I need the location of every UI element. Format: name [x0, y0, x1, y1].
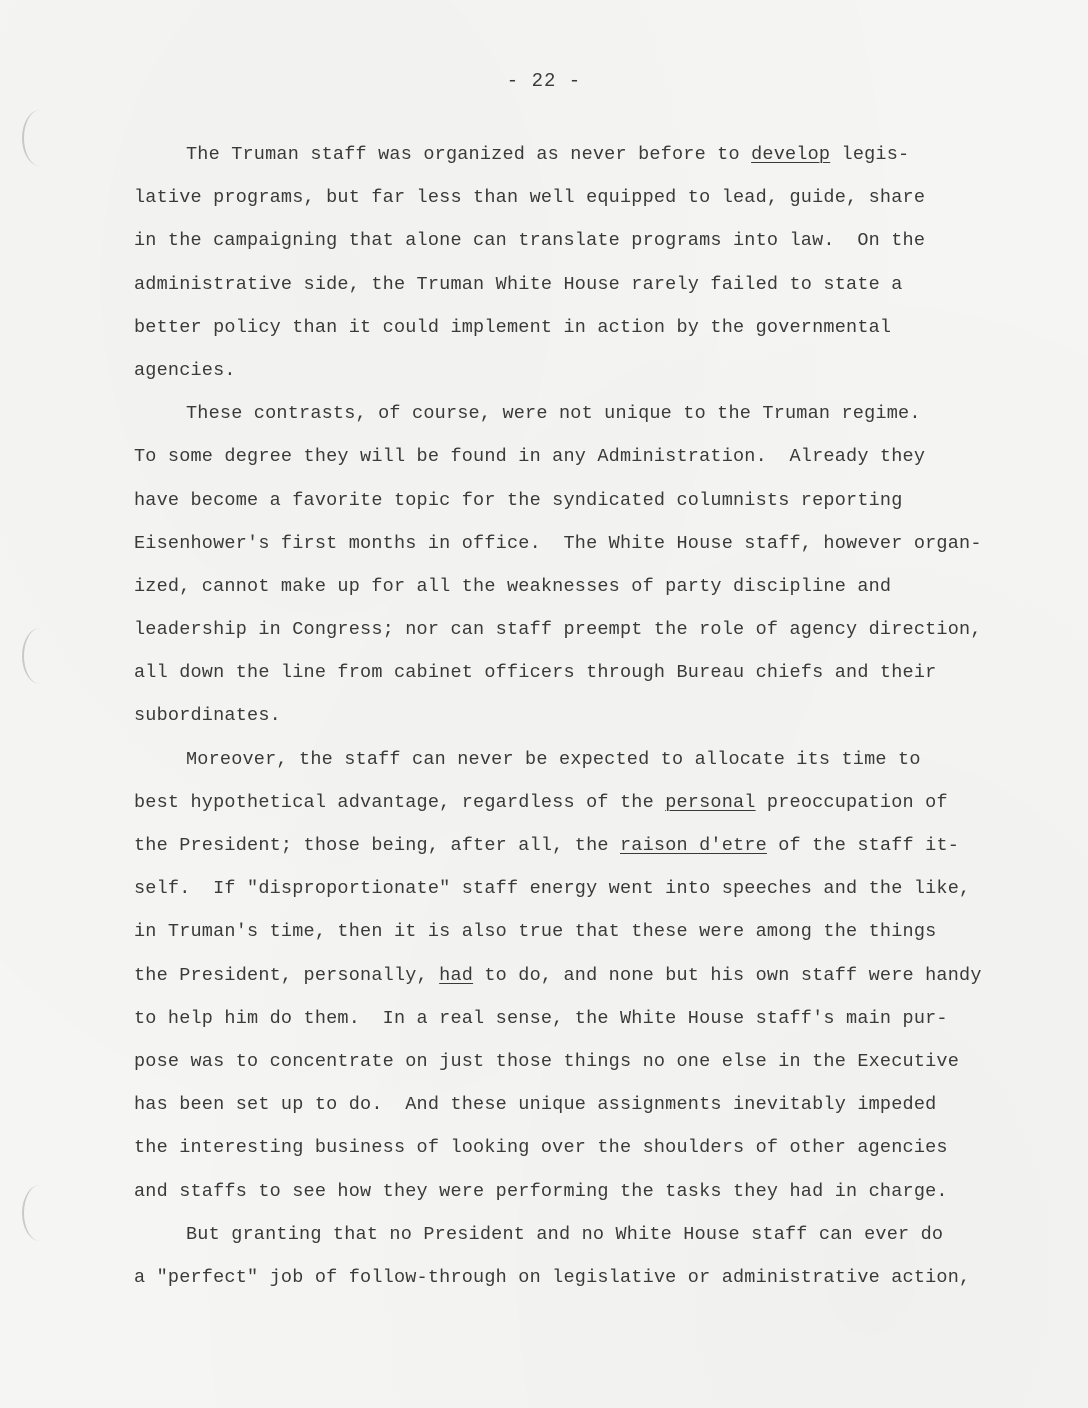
text-line: and staffs to see how they were performing the tasks they had in charge. — [134, 1180, 948, 1202]
text-line: lative programs, but far less than well equipped to lead, guide, share — [134, 187, 926, 209]
page-number: - 22 - — [506, 70, 582, 92]
text-line: Eisenhower's first months in office. The White House staff, however organ- — [134, 532, 982, 554]
text-line: But granting that no President and no White House staff can ever do — [186, 1223, 944, 1245]
text-line: better policy than it could implement in action by the governmental — [134, 316, 892, 338]
text-span: the President, personally, — [134, 964, 440, 986]
text-line: has been set up to do. And these unique assignments inevitably impeded — [134, 1094, 937, 1116]
text-line: all down the line from cabinet officers through Bureau chiefs and their — [134, 662, 937, 684]
text-line: pose was to concentrate on just those things no one else in the Executive — [134, 1050, 960, 1072]
text-line: leadership in Congress; nor can staff preempt the role of agency direction, — [134, 619, 982, 641]
punch-hole-mark — [22, 110, 58, 166]
text-line: in Truman's time, then it is also true that these were among the things — [134, 921, 937, 943]
text-span: to do, and none but his own staff were handy — [473, 964, 982, 986]
text-line: have become a favorite topic for the syndicated columnists reporting — [134, 489, 903, 511]
underlined-word: develop — [751, 144, 831, 165]
text-span: the President; those being, after all, the — [134, 835, 620, 856]
text-span: legis- — [830, 144, 910, 165]
punch-hole-mark — [22, 1185, 58, 1241]
paragraph — [134, 738, 982, 1213]
text-line: agencies. — [134, 359, 236, 381]
text-line: ized, cannot make up for all the weaknesses of party discipline and — [134, 575, 892, 597]
document-body — [134, 133, 982, 1299]
paragraph — [134, 1213, 971, 1299]
paragraph — [134, 392, 982, 738]
text-line: in the campaigning that alone can translate programs into law. On the — [134, 230, 926, 252]
text-line — [134, 824, 960, 867]
text-line: a "perfect" job of follow-through on legislative or administrative action, — [134, 1266, 971, 1288]
text-span: of the staff it- — [766, 835, 960, 856]
text-line: to help him do them. In a real sense, the White House staff's main pur- — [134, 1007, 948, 1029]
underlined-word: had — [439, 964, 474, 986]
text-line: self. If "disproportionate" staff energy went into speeches and the like, — [134, 878, 971, 900]
text-line: the interesting business of looking over the shoulders of other agencies — [134, 1137, 948, 1159]
paragraph — [134, 133, 954, 392]
text-line: administrative side, the Truman White House rarely failed to state a — [134, 273, 903, 295]
text-line: These contrasts, of course, were not unique to the Truman regime. — [186, 403, 921, 425]
punch-hole-mark — [22, 628, 58, 684]
text-line — [134, 954, 982, 997]
text-line — [134, 781, 954, 824]
text-line — [134, 133, 954, 176]
text-line: Moreover, the staff can never be expected to allocate its time to — [186, 748, 921, 770]
underlined-word: personal — [665, 791, 756, 813]
underlined-word: raison d'etre — [619, 835, 767, 856]
text-span: The Truman staff was organized as never before to — [186, 144, 752, 165]
text-span: best hypothetical advantage, regardless of the — [134, 791, 666, 813]
text-line: To some degree they will be found in any Administration. Already they — [134, 446, 926, 468]
text-line: subordinates. — [134, 705, 281, 727]
text-span: preoccupation of — [755, 791, 948, 813]
